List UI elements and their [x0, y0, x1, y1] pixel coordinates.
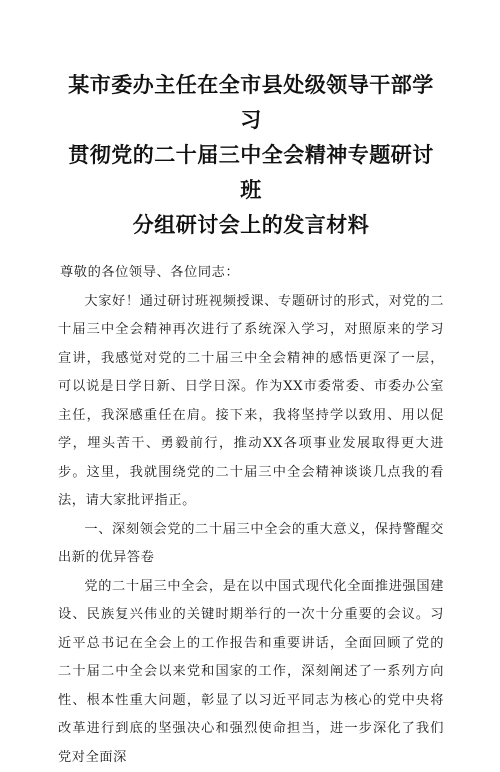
salutation: 尊敬的各位领导、各位同志：	[60, 259, 444, 288]
title-line-2: 贯彻党的二十届三中全会精神专题研讨班	[58, 138, 444, 208]
opening-paragraph: 大家好！通过研讨班视频授课、专题研讨的形式，对党的二十届三中全会精神再次进行了系统深入学习，对照原来的学习宣讲，我感觉对党的二十届三中全会精神的感悟更深了一层，可以说是日学日新、日学日深。作为XX市委常委、市委办公室主任，我深感重任在肩。接下来，我将坚持学以致用、用以促学，埋头苦干、勇毅前行，推动XX各项事业发展取得更大进步。这里，我就围绕党的二十届三中全会精神谈谈几点我的看法，请大家批评指正。	[58, 288, 444, 516]
section-heading-1: 一、深刻领会党的二十届三中全会的重大意义，保持警醒交出新的优异答卷	[58, 516, 444, 573]
document-title	[58, 68, 444, 243]
title-line-1: 某市委办主任在全市县处级领导干部学习	[58, 68, 444, 138]
title-line-3: 分组研讨会上的发言材料	[58, 208, 444, 243]
section-1-paragraph: 党的二十届三中全会，是在以中国式现代化全面推进强国建设、民族复兴伟业的关键时期举行的一次十分重要的会议。习近平总书记在全会上的工作报告和重要讲话，全面回顾了党的二十届二中全会以来党和国家的工作，深刻阐述了一系列方向性、根本性重大问题，彰显了以习近平同志为核心的党中央将改革进行到底的坚强决心和强烈使命担当，进一步深化了我们党对全面深	[58, 573, 444, 772]
